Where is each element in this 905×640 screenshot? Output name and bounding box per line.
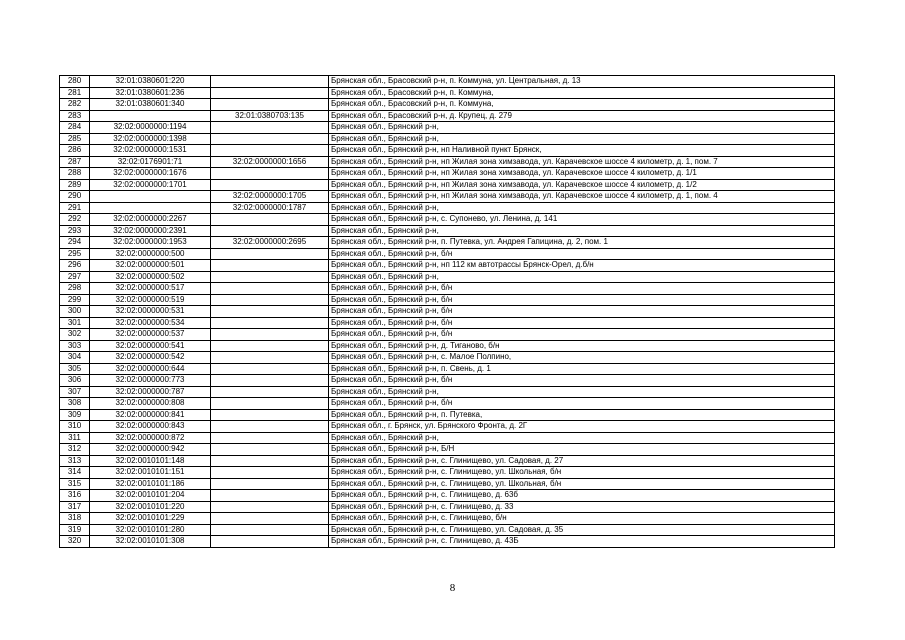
row-number-cell: 307 [60, 386, 90, 398]
table-row [60, 168, 835, 180]
secondary-cadastral-number-cell [211, 168, 329, 180]
row-number-cell: 308 [60, 398, 90, 410]
row-number-cell: 286 [60, 145, 90, 157]
cadastral-number-cell: 32:02:0000000:1398 [90, 133, 211, 145]
cadastral-number-cell: 32:02:0000000:519 [90, 294, 211, 306]
row-number-cell: 281 [60, 87, 90, 99]
address-cell: Брянская обл., Брянский р-н, п. Путевка, ул. Андрея Гапицина, д. 2, пом. 1 [329, 237, 835, 249]
secondary-cadastral-number-cell [211, 340, 329, 352]
secondary-cadastral-number-cell [211, 294, 329, 306]
address-cell: Брянская обл., Брянский р-н, с. Глинищево, д. 33 [329, 501, 835, 513]
secondary-cadastral-number-cell [211, 455, 329, 467]
secondary-cadastral-number-cell [211, 467, 329, 479]
secondary-cadastral-number-cell [211, 87, 329, 99]
address-cell: Брянская обл., Брянский р-н, нп Жилая зона химзавода, ул. Карачевское шоссе 4 километр, д. 1, пом. 7 [329, 156, 835, 168]
address-cell: Брянская обл., Брянский р-н, Б/Н [329, 444, 835, 456]
cadastral-number-cell: 32:02:0010101:148 [90, 455, 211, 467]
row-number-cell: 317 [60, 501, 90, 513]
secondary-cadastral-number-cell [211, 99, 329, 111]
table-row [60, 214, 835, 226]
row-number-cell: 303 [60, 340, 90, 352]
row-number-cell: 306 [60, 375, 90, 387]
cadastral-number-cell: 32:01:0380601:236 [90, 87, 211, 99]
table-row [60, 294, 835, 306]
address-cell: Брянская обл., Брянский р-н, с. Глинищево, д. 43Б [329, 536, 835, 548]
table-row [60, 179, 835, 191]
address-cell: Брянская обл., Брянский р-н, п. Путевка, [329, 409, 835, 421]
table-row [60, 467, 835, 479]
address-cell: Брянская обл., Брасовский р-н, п. Коммуна, [329, 99, 835, 111]
table-row [60, 329, 835, 341]
address-cell: Брянская обл., Брянский р-н, нп 112 км автотрассы Брянск-Орел, д.б/н [329, 260, 835, 272]
table-row [60, 375, 835, 387]
row-number-cell: 289 [60, 179, 90, 191]
cadastral-number-cell: 32:02:0000000:1676 [90, 168, 211, 180]
address-cell: Брянская обл., Брянский р-н, б/н [329, 329, 835, 341]
table-row [60, 237, 835, 249]
table-row [60, 490, 835, 502]
table-body [60, 76, 835, 548]
cadastral-number-cell: 32:02:0000000:502 [90, 271, 211, 283]
row-number-cell: 320 [60, 536, 90, 548]
address-cell: Брянская обл., Брянский р-н, с. Глинищево, ул. Школьная, б/н [329, 478, 835, 490]
cadastral-number-cell: 32:02:0176901:71 [90, 156, 211, 168]
secondary-cadastral-number-cell: 32:02:0000000:1656 [211, 156, 329, 168]
address-cell: Брянская обл., Брянский р-н, [329, 202, 835, 214]
table-row [60, 352, 835, 364]
secondary-cadastral-number-cell [211, 179, 329, 191]
address-cell: Брянская обл., Брянский р-н, д. Тиганово, б/н [329, 340, 835, 352]
cadastral-number-cell: 32:02:0000000:2391 [90, 225, 211, 237]
secondary-cadastral-number-cell [211, 283, 329, 295]
table-row [60, 122, 835, 134]
row-number-cell: 295 [60, 248, 90, 260]
address-cell: Брянская обл., Брянский р-н, б/н [329, 248, 835, 260]
secondary-cadastral-number-cell [211, 271, 329, 283]
row-number-cell: 292 [60, 214, 90, 226]
address-cell: Брянская обл., Брянский р-н, с. Глинищево, ул. Садовая, д. 27 [329, 455, 835, 467]
cadastral-number-cell: 32:02:0000000:531 [90, 306, 211, 318]
row-number-cell: 315 [60, 478, 90, 490]
row-number-cell: 300 [60, 306, 90, 318]
cadastral-number-cell [90, 202, 211, 214]
table-row [60, 271, 835, 283]
cadastral-number-cell: 32:02:0000000:773 [90, 375, 211, 387]
table-row [60, 536, 835, 548]
cadastral-number-cell: 32:02:0010101:220 [90, 501, 211, 513]
address-cell: Брянская обл., Брасовский р-н, д. Крупец, д. 279 [329, 110, 835, 122]
secondary-cadastral-number-cell [211, 536, 329, 548]
row-number-cell: 305 [60, 363, 90, 375]
row-number-cell: 297 [60, 271, 90, 283]
address-cell: Брянская обл., Брасовский р-н, п. Коммуна, [329, 87, 835, 99]
secondary-cadastral-number-cell [211, 133, 329, 145]
address-cell: Брянская обл., Брянский р-н, б/н [329, 317, 835, 329]
cadastral-number-cell: 32:02:0010101:186 [90, 478, 211, 490]
cadastral-number-cell: 32:02:0010101:229 [90, 513, 211, 525]
cadastral-number-cell: 32:02:0010101:280 [90, 524, 211, 536]
secondary-cadastral-number-cell: 32:02:0000000:1787 [211, 202, 329, 214]
secondary-cadastral-number-cell: 32:02:0000000:2695 [211, 237, 329, 249]
cadastral-number-cell [90, 191, 211, 203]
row-number-cell: 287 [60, 156, 90, 168]
cadastral-number-cell: 32:02:0010101:308 [90, 536, 211, 548]
address-cell: Брянская обл., Брянский р-н, б/н [329, 294, 835, 306]
address-cell: Брянская обл., Брянский р-н, нп Жилая зона химзавода, ул. Карачевское шоссе 4 километр, д. 1/1 [329, 168, 835, 180]
secondary-cadastral-number-cell [211, 260, 329, 272]
address-cell: Брянская обл., Брянский р-н, нп Наливной пункт Брянск, [329, 145, 835, 157]
table-row [60, 444, 835, 456]
cadastral-number-cell: 32:02:0000000:534 [90, 317, 211, 329]
table-row [60, 145, 835, 157]
cadastral-number-cell: 32:02:0000000:541 [90, 340, 211, 352]
secondary-cadastral-number-cell [211, 122, 329, 134]
address-cell: Брянская обл., Брянский р-н, б/н [329, 398, 835, 410]
table-row [60, 513, 835, 525]
secondary-cadastral-number-cell: 32:02:0000000:1705 [211, 191, 329, 203]
address-cell: Брянская обл., Брянский р-н, [329, 432, 835, 444]
address-cell: Брянская обл., Брянский р-н, нп Жилая зона химзавода, ул. Карачевское шоссе 4 километр, д. 1/2 [329, 179, 835, 191]
table-row [60, 432, 835, 444]
secondary-cadastral-number-cell [211, 317, 329, 329]
row-number-cell: 304 [60, 352, 90, 364]
address-cell: Брянская обл., Брянский р-н, [329, 133, 835, 145]
row-number-cell: 316 [60, 490, 90, 502]
cadastral-number-cell: 32:01:0380601:340 [90, 99, 211, 111]
row-number-cell: 298 [60, 283, 90, 295]
address-cell: Брянская обл., Брянский р-н, б/н [329, 306, 835, 318]
cadastral-number-cell: 32:02:0000000:537 [90, 329, 211, 341]
table-row [60, 306, 835, 318]
address-cell: Брянская обл., Брянский р-н, с. Глинищево, б/н [329, 513, 835, 525]
table-row [60, 76, 835, 88]
cadastral-number-cell: 32:01:0380601:220 [90, 76, 211, 88]
table-row [60, 363, 835, 375]
secondary-cadastral-number-cell [211, 524, 329, 536]
secondary-cadastral-number-cell [211, 513, 329, 525]
secondary-cadastral-number-cell [211, 478, 329, 490]
table-row [60, 340, 835, 352]
row-number-cell: 296 [60, 260, 90, 272]
address-cell: Брянская обл., Брасовский р-н, п. Коммуна, ул. Центральная, д. 13 [329, 76, 835, 88]
cadastral-number-cell: 32:02:0000000:542 [90, 352, 211, 364]
row-number-cell: 291 [60, 202, 90, 214]
address-cell: Брянская обл., Брянский р-н, с. Супонево, ул. Ленина, д. 141 [329, 214, 835, 226]
row-number-cell: 282 [60, 99, 90, 111]
address-cell: Брянская обл., Брянский р-н, с. Глинищево, д. 63б [329, 490, 835, 502]
secondary-cadastral-number-cell [211, 398, 329, 410]
secondary-cadastral-number-cell: 32:01:0380703:135 [211, 110, 329, 122]
row-number-cell: 294 [60, 237, 90, 249]
cadastral-number-cell: 32:02:0000000:1701 [90, 179, 211, 191]
secondary-cadastral-number-cell [211, 409, 329, 421]
table-row [60, 283, 835, 295]
cadastral-number-cell: 32:02:0010101:151 [90, 467, 211, 479]
row-number-cell: 301 [60, 317, 90, 329]
address-cell: Брянская обл., Брянский р-н, с. Малое Полпино, [329, 352, 835, 364]
secondary-cadastral-number-cell [211, 375, 329, 387]
row-number-cell: 280 [60, 76, 90, 88]
table-row [60, 156, 835, 168]
table-row [60, 191, 835, 203]
table-row [60, 133, 835, 145]
table-row [60, 260, 835, 272]
address-cell: Брянская обл., Брянский р-н, [329, 225, 835, 237]
secondary-cadastral-number-cell [211, 248, 329, 260]
row-number-cell: 313 [60, 455, 90, 467]
cadastral-number-cell: 32:02:0000000:843 [90, 421, 211, 433]
secondary-cadastral-number-cell [211, 352, 329, 364]
address-cell: Брянская обл., Брянский р-н, нп Жилая зона химзавода, ул. Карачевское шоссе 4 километр, д. 1, пом. 4 [329, 191, 835, 203]
secondary-cadastral-number-cell [211, 214, 329, 226]
row-number-cell: 311 [60, 432, 90, 444]
row-number-cell: 309 [60, 409, 90, 421]
table-row [60, 501, 835, 513]
row-number-cell: 310 [60, 421, 90, 433]
row-number-cell: 293 [60, 225, 90, 237]
row-number-cell: 283 [60, 110, 90, 122]
table-row [60, 99, 835, 111]
table-row [60, 455, 835, 467]
address-cell: Брянская обл., Брянский р-н, с. Глинищево, ул. Школьная, б/н [329, 467, 835, 479]
table-row [60, 202, 835, 214]
secondary-cadastral-number-cell [211, 329, 329, 341]
secondary-cadastral-number-cell [211, 386, 329, 398]
table-row [60, 317, 835, 329]
address-cell: Брянская обл., Брянский р-н, б/н [329, 375, 835, 387]
cadastral-number-cell [90, 110, 211, 122]
address-cell: Брянская обл., Брянский р-н, [329, 122, 835, 134]
row-number-cell: 319 [60, 524, 90, 536]
row-number-cell: 302 [60, 329, 90, 341]
cadastral-number-cell: 32:02:0000000:942 [90, 444, 211, 456]
cadastral-number-cell: 32:02:0000000:1531 [90, 145, 211, 157]
secondary-cadastral-number-cell [211, 490, 329, 502]
secondary-cadastral-number-cell [211, 363, 329, 375]
row-number-cell: 299 [60, 294, 90, 306]
address-cell: Брянская обл., Брянский р-н, [329, 271, 835, 283]
secondary-cadastral-number-cell [211, 501, 329, 513]
table-row [60, 87, 835, 99]
table-row [60, 386, 835, 398]
row-number-cell: 284 [60, 122, 90, 134]
cadastral-number-cell: 32:02:0000000:808 [90, 398, 211, 410]
secondary-cadastral-number-cell [211, 76, 329, 88]
table-row [60, 478, 835, 490]
cadastral-number-cell: 32:02:0000000:1194 [90, 122, 211, 134]
secondary-cadastral-number-cell [211, 432, 329, 444]
address-cell: Брянская обл., г. Брянск, ул. Брянского Фронта, д. 2Г [329, 421, 835, 433]
cadastral-number-cell: 32:02:0000000:1953 [90, 237, 211, 249]
cadastral-number-cell: 32:02:0000000:841 [90, 409, 211, 421]
row-number-cell: 285 [60, 133, 90, 145]
row-number-cell: 288 [60, 168, 90, 180]
table-row [60, 421, 835, 433]
cadastral-number-cell: 32:02:0000000:501 [90, 260, 211, 272]
cadastral-number-cell: 32:02:0000000:872 [90, 432, 211, 444]
row-number-cell: 312 [60, 444, 90, 456]
row-number-cell: 290 [60, 191, 90, 203]
address-cell: Брянская обл., Брянский р-н, б/н [329, 283, 835, 295]
secondary-cadastral-number-cell [211, 444, 329, 456]
secondary-cadastral-number-cell [211, 145, 329, 157]
secondary-cadastral-number-cell [211, 421, 329, 433]
address-cell: Брянская обл., Брянский р-н, п. Свень, д. 1 [329, 363, 835, 375]
address-cell: Брянская обл., Брянский р-н, [329, 386, 835, 398]
cadastral-number-cell: 32:02:0000000:787 [90, 386, 211, 398]
table-row [60, 398, 835, 410]
property-table [59, 75, 835, 548]
address-cell: Брянская обл., Брянский р-н, с. Глинищево, ул. Садовая, д. 35 [329, 524, 835, 536]
table-row [60, 110, 835, 122]
cadastral-number-cell: 32:02:0010101:204 [90, 490, 211, 502]
page-number: 8 [449, 582, 456, 594]
secondary-cadastral-number-cell [211, 306, 329, 318]
cadastral-number-cell: 32:02:0000000:500 [90, 248, 211, 260]
cadastral-number-cell: 32:02:0000000:2267 [90, 214, 211, 226]
table-row [60, 248, 835, 260]
table-row [60, 225, 835, 237]
row-number-cell: 314 [60, 467, 90, 479]
table-row [60, 524, 835, 536]
secondary-cadastral-number-cell [211, 225, 329, 237]
row-number-cell: 318 [60, 513, 90, 525]
cadastral-number-cell: 32:02:0000000:644 [90, 363, 211, 375]
table-row [60, 409, 835, 421]
cadastral-number-cell: 32:02:0000000:517 [90, 283, 211, 295]
